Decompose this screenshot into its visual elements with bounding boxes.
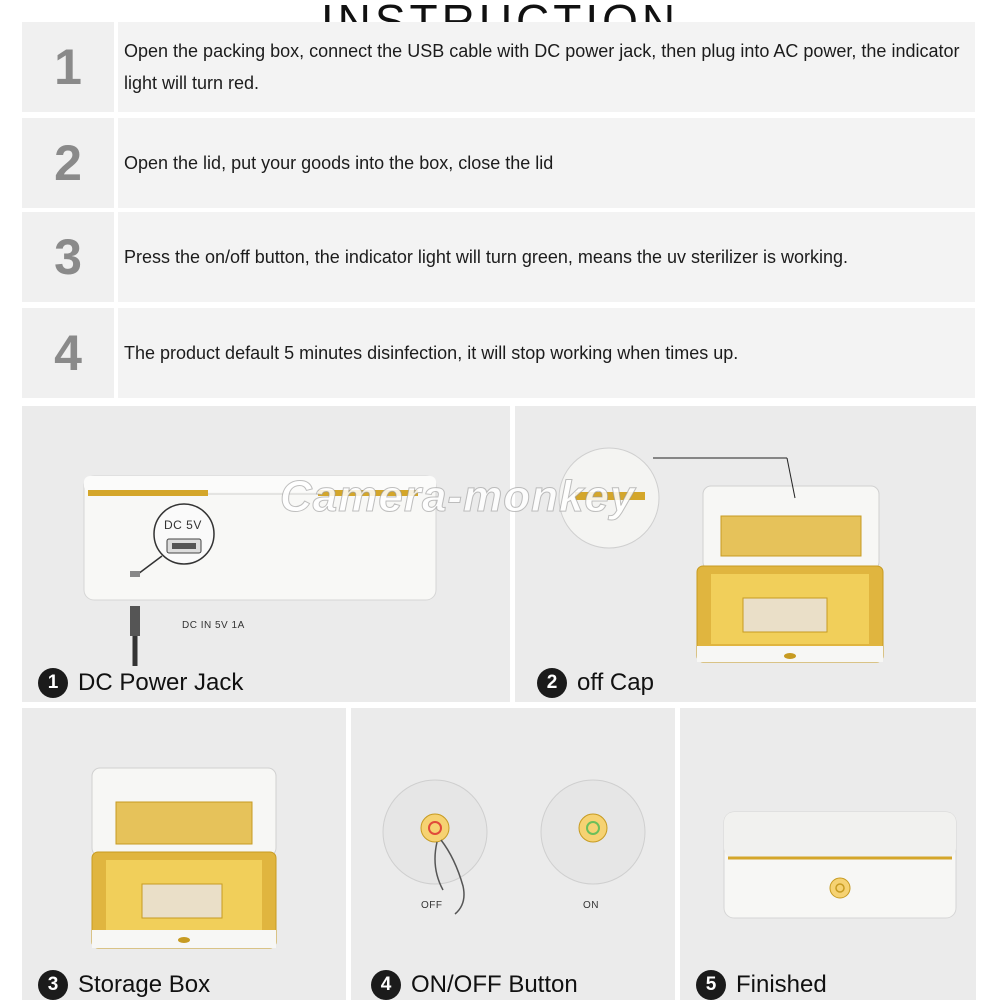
on-label: ON: [583, 900, 599, 911]
panel-dc-power-jack: [22, 406, 510, 702]
caption: [537, 668, 654, 698]
step-number: 4: [22, 308, 114, 398]
step-row-4: [22, 308, 975, 398]
watermark: Camera-monkey: [280, 472, 636, 521]
step-text: The product default 5 minutes disinfection, it will stop working when times up.: [118, 308, 975, 398]
panel-onoff-button: [351, 708, 675, 1000]
step-number: 2: [22, 118, 114, 208]
step-row-3: [22, 212, 975, 302]
step-badge: 1: [38, 668, 68, 698]
dc-port-label: DC 5V: [164, 518, 202, 532]
caption-text: ON/OFF Button: [411, 971, 578, 998]
step-row-2: [22, 118, 975, 208]
step-text: Open the packing box, connect the USB cable with DC power jack, then plug into AC power, the indicator light will turn red.: [118, 22, 975, 112]
step-row-1: [22, 22, 975, 112]
caption: [371, 970, 578, 1000]
caption-text: Storage Box: [78, 971, 211, 998]
caption: [696, 970, 827, 1000]
step-badge: 3: [38, 970, 68, 1000]
panel-storage-box: [22, 708, 346, 1000]
step-number: 1: [22, 22, 114, 112]
off-label: OFF: [421, 900, 443, 911]
step-number: 3: [22, 212, 114, 302]
caption-text: Finished: [736, 971, 827, 998]
step-badge: 5: [696, 970, 726, 1000]
step-badge: 2: [537, 668, 567, 698]
open-box-illustration: [515, 406, 976, 702]
step-text: Press the on/off button, the indicator light will turn green, means the uv sterilizer is working.: [118, 212, 975, 302]
onoff-illustration: [351, 708, 675, 1000]
step-badge: 4: [371, 970, 401, 1000]
caption: [38, 970, 210, 1000]
dc-input-label: DC IN 5V 1A: [182, 620, 245, 631]
caption-text: DC Power Jack: [78, 669, 244, 696]
device-side-illustration: [22, 406, 510, 702]
closed-box-illustration: [680, 708, 976, 1000]
panel-finished: [680, 708, 976, 1000]
caption: [38, 668, 243, 698]
caption-text: off Cap: [577, 669, 654, 696]
step-text: Open the lid, put your goods into the box, close the lid: [118, 118, 975, 208]
storage-box-illustration: [22, 708, 346, 1000]
panel-off-cap: [515, 406, 976, 702]
